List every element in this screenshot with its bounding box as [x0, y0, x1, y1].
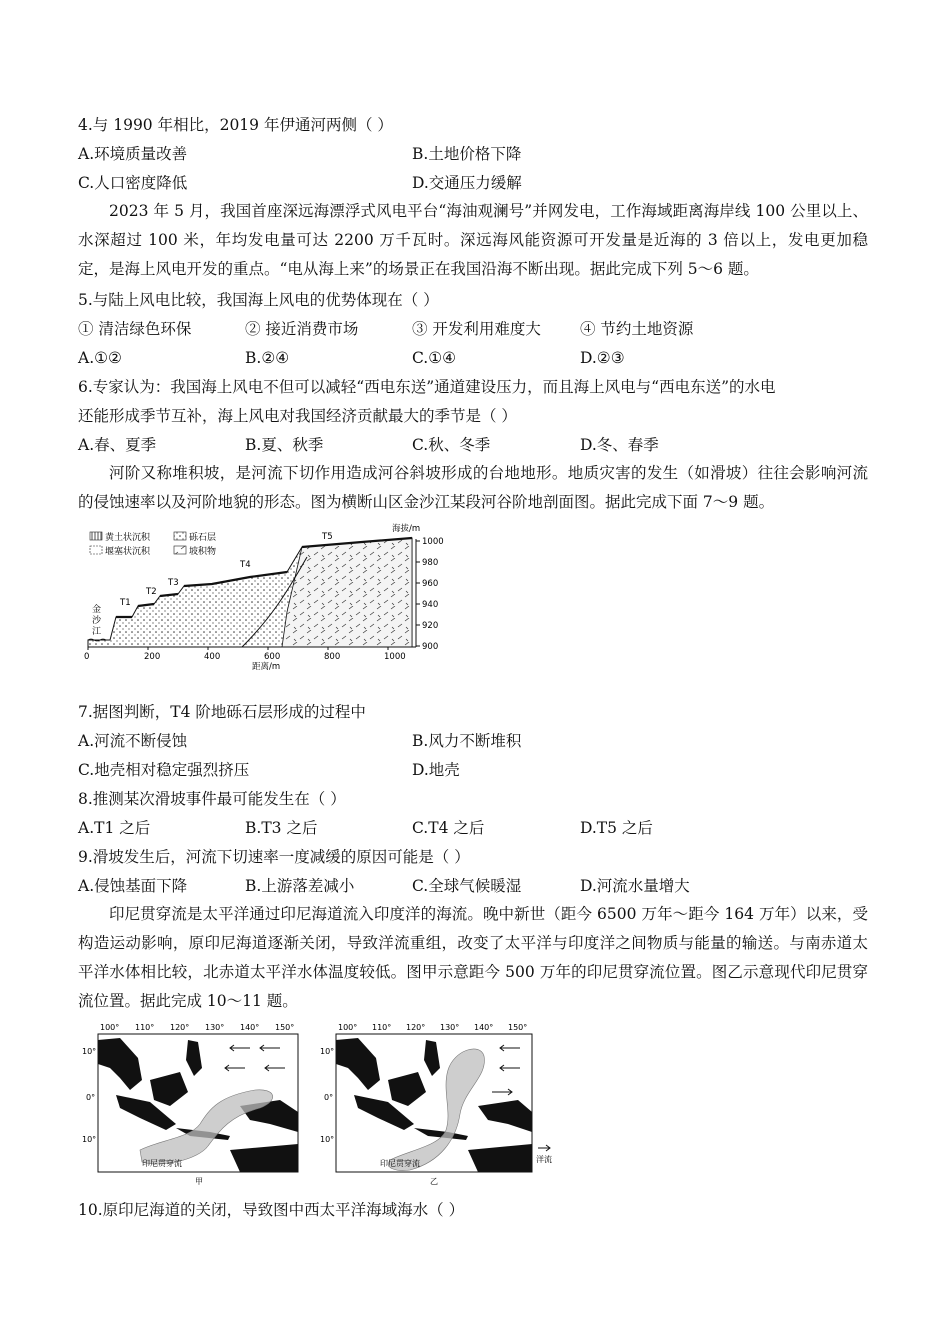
- x-tick-label: 0: [84, 652, 90, 662]
- map-a-lat-0: 0°: [86, 1093, 96, 1102]
- q5-item-4: ④ 节约土地资源: [580, 320, 694, 338]
- y-ticks: [416, 537, 444, 652]
- y-tick-label: 900: [422, 642, 439, 652]
- lon-tick-label: 140°: [240, 1023, 260, 1032]
- q6-option-c: C.秋、冬季: [412, 436, 491, 454]
- terrace-label-t5: T5: [322, 532, 333, 542]
- question-6-stem-line2: 还能形成季节互补，海上风电对我国经济贡献最大的季节是（ ）: [78, 407, 517, 425]
- x-axis-title: 距离/m: [252, 662, 281, 672]
- map-a-caption: 甲: [195, 1177, 203, 1186]
- q9-option-a: A.侵蚀基面下降: [78, 877, 188, 895]
- x-tick-label: 400: [204, 652, 221, 662]
- x-tick-label: 200: [144, 652, 161, 662]
- map-b-lat-10n: 10°: [320, 1047, 335, 1056]
- passage-indonesian-throughflow-text: 印尼贯穿流是太平洋通过印尼海道流入印度洋的海流。晚中新世（距今 6500 万年～距今 164 万年）以来，受构造运动影响，原印尼海道逐渐关闭，导致洋流重组，改变了太平洋与印度洋之间物质与能量的输送。与南赤道太平洋水体相比较，北赤道太平洋水体温度较低。图甲示意距今 500 万年的印尼贯穿流位置。图乙示意现代印尼贯穿流位置。据此完成 10～11 题。: [78, 905, 868, 1010]
- y-tick-label: 1000: [422, 537, 444, 547]
- legend-dammed-label: 堰塞状沉积: [105, 547, 151, 557]
- y-tick-label: 940: [422, 600, 439, 610]
- terrace-label-t4: T4: [240, 560, 251, 570]
- lon-tick-label: 120°: [406, 1023, 426, 1032]
- lon-tick-label: 100°: [100, 1023, 120, 1032]
- passage-wind-power: [78, 197, 868, 284]
- x-tick-label: 800: [324, 652, 341, 662]
- terrace-label-t2: T2: [146, 587, 157, 597]
- river-label-3: 江: [92, 627, 102, 637]
- q8-option-a: A.T1 之后: [78, 819, 151, 837]
- question-5-stem: 5.与陆上风电比较，我国海上风电的优势体现在（ ）: [78, 291, 439, 309]
- q9-option-c: C.全球气候暖湿: [412, 877, 522, 895]
- q5-option-d: D.②③: [580, 349, 625, 367]
- q4-option-b: B.土地价格下降: [412, 145, 522, 163]
- map-a: [82, 1023, 298, 1186]
- q5-option-b: B.②④: [245, 349, 290, 367]
- q4-option-a: A.环境质量改善: [78, 145, 188, 163]
- lon-tick-label: 130°: [440, 1023, 460, 1032]
- q5-item-3: ③ 开发利用难度大: [412, 320, 541, 338]
- lon-tick-label: 100°: [338, 1023, 358, 1032]
- question-7-stem: 7.据图判断，T4 阶地砾石层形成的过程中: [78, 703, 366, 721]
- lon-tick-label: 120°: [170, 1023, 190, 1032]
- q8-option-b: B.T3 之后: [245, 819, 318, 837]
- legend-current-label: 洋流: [536, 1155, 552, 1164]
- map-b-lat-10s: 10°: [320, 1135, 335, 1144]
- q9-option-b: B.上游落差减小: [245, 877, 355, 895]
- q7-option-b: B.风力不断堆积: [412, 732, 522, 750]
- q8-option-c: C.T4 之后: [412, 819, 485, 837]
- map-a-flow-label: 印尼贯穿流: [142, 1159, 182, 1168]
- river-label-2: 沙: [92, 616, 102, 626]
- question-10-stem: 10.原印尼海道的关闭，导致图中西太平洋海域海水（ ）: [78, 1201, 465, 1219]
- q4-option-c: C.人口密度降低: [78, 174, 188, 192]
- y-tick-label: 980: [422, 558, 439, 568]
- x-tick-label: 600: [264, 652, 281, 662]
- terrace-profile-figure: [82, 522, 452, 670]
- lon-tick-label: 110°: [135, 1023, 155, 1032]
- q5-option-a: A.①②: [78, 349, 122, 367]
- question-6-stem-line1: 6.专家认为：我国海上风电不但可以减轻“西电东送”通道建设压力，而且海上风电与“西电东送”的水电: [78, 378, 776, 396]
- q6-option-a: A.春、夏季: [78, 436, 157, 454]
- q9-option-d: D.河流水量增大: [580, 877, 690, 895]
- throughflow-maps-figure: [80, 1020, 550, 1188]
- passage-river-terrace-text: 河阶又称堆积坡，是河流下切作用造成河谷斜坡形成的台地地形。地质灾害的发生（如滑坡）往往会影响河流的侵蚀速率以及河阶地貌的形态。图为横断山区金沙江某段河谷阶地剖面图。据此完成下面 7～9 题。: [78, 464, 868, 511]
- question-4-stem: 4.与 1990 年相比，2019 年伊通河两侧（ ）: [78, 116, 393, 134]
- q5-option-c: C.①④: [412, 349, 457, 367]
- y-tick-label: 920: [422, 621, 439, 631]
- lon-tick-label: 150°: [508, 1023, 528, 1032]
- river-label-1: 金: [92, 605, 102, 615]
- bedrock-hatching: [282, 538, 412, 647]
- legend-gravel-label: 砾石层: [189, 533, 217, 543]
- map-b-flow-label: 印尼贯穿流: [380, 1159, 420, 1168]
- terrace-label-t1: T1: [120, 598, 131, 608]
- lon-tick-label: 110°: [372, 1023, 392, 1032]
- passage-indonesian-throughflow: [78, 900, 868, 1016]
- q5-item-1: ① 清洁绿色环保: [78, 320, 192, 338]
- legend-slope-label: 坡积物: [189, 547, 217, 557]
- x-tick-label: 1000: [384, 652, 406, 662]
- question-8-stem: 8.推测某次滑坡事件最可能发生在（ ）: [78, 790, 346, 808]
- terrace-label-t3: T3: [168, 578, 179, 588]
- x-ticks: [84, 647, 406, 662]
- y-axis-title: 海拔/m: [392, 524, 421, 534]
- map-b-lat-0: 0°: [324, 1093, 334, 1102]
- q5-item-2: ② 接近消费市场: [245, 320, 359, 338]
- q8-option-d: D.T5 之后: [580, 819, 653, 837]
- map-a-lat-10s: 10°: [82, 1135, 97, 1144]
- lon-tick-label: 130°: [205, 1023, 225, 1032]
- map-b: [320, 1023, 552, 1186]
- q7-option-a: A.河流不断侵蚀: [78, 732, 188, 750]
- q7-option-c: C.地壳相对稳定强烈挤压: [78, 761, 250, 779]
- map-b-lon-ticks: [338, 1023, 527, 1032]
- map-a-lat-10n: 10°: [82, 1047, 97, 1056]
- legend-loess-label: 黄土状沉积: [105, 533, 151, 543]
- map-b-caption: 乙: [430, 1177, 438, 1186]
- legend-current-arrow-icon: [538, 1145, 550, 1151]
- y-tick-label: 960: [422, 579, 439, 589]
- map-a-lon-ticks: [100, 1023, 294, 1032]
- q7-option-d: D.地壳: [412, 761, 460, 779]
- lon-tick-label: 150°: [275, 1023, 295, 1032]
- q6-option-d: D.冬、春季: [580, 436, 659, 454]
- passage-wind-power-text: 2023 年 5 月，我国首座深远海漂浮式风电平台“海油观澜号”并网发电，工作海域距离海岸线 100 公里以上、水深超过 100 米，年均发电量可达 2200 万千瓦时。深远海风能资源可开发量是近海的 3 倍以上，发电更加稳定，是海上风电开发的重点。“电从海上来”的场景正在我国沿海不断出现。据此完成下列 5～6 题。: [78, 202, 868, 278]
- q6-option-b: B.夏、秋季: [245, 436, 324, 454]
- q4-option-d: D.交通压力缓解: [412, 174, 522, 192]
- lon-tick-label: 140°: [474, 1023, 494, 1032]
- passage-river-terrace: [78, 459, 868, 517]
- figure1-legend: [90, 531, 216, 557]
- question-9-stem: 9.滑坡发生后，河流下切速率一度减缓的原因可能是（ ）: [78, 848, 470, 866]
